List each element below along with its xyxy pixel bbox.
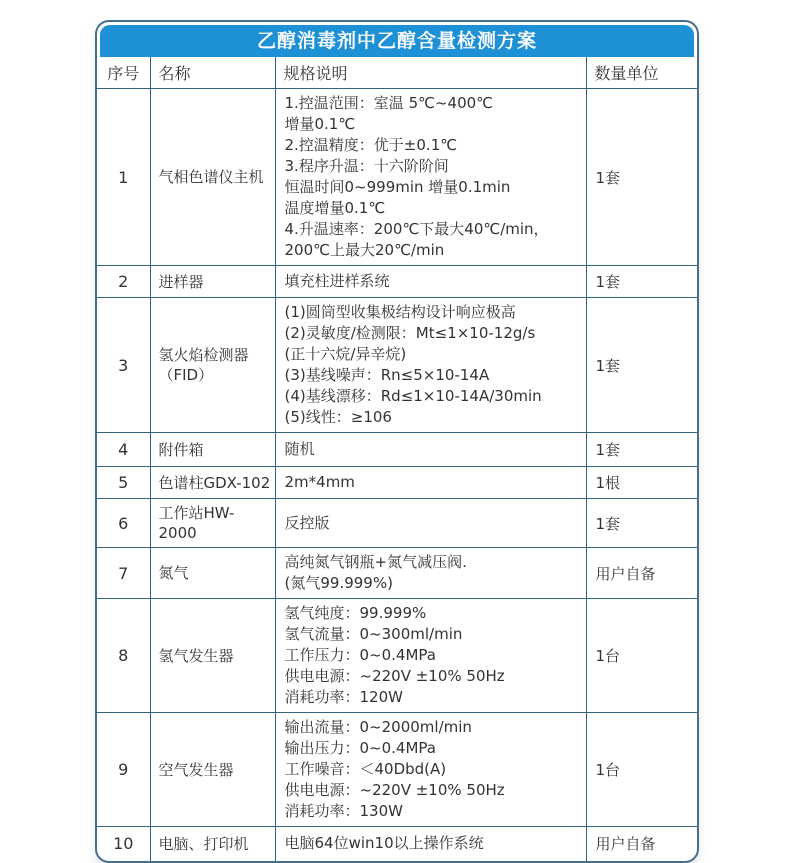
spec-table xyxy=(97,57,697,861)
row-no: 5 xyxy=(97,467,150,499)
table-row xyxy=(97,467,697,499)
item-qty: 用户自备 xyxy=(586,548,697,599)
table-row xyxy=(97,298,697,433)
item-name: 氢气发生器 xyxy=(150,599,275,713)
item-spec: (1)圆筒型收集极结构设计响应极高 (2)灵敏度/检测限：Mt≤1×10-12g/s (正十六烷/异辛烷) (3)基线噪声：Rn≤5×10-14A (4)基线漂移：Rd≤1×10-14A/30min (5)线性：≥106 xyxy=(275,298,586,433)
item-name: 工作站HW-2000 xyxy=(150,499,275,548)
row-no: 1 xyxy=(97,89,150,266)
item-spec: 电脑64位win10以上操作系统 xyxy=(275,827,586,861)
table-row xyxy=(97,89,697,266)
item-qty: 1套 xyxy=(586,89,697,266)
item-qty: 1根 xyxy=(586,467,697,499)
column-header-spec: 规格说明 xyxy=(275,57,586,89)
column-header-qty: 数量单位 xyxy=(586,57,697,89)
table-row xyxy=(97,713,697,827)
table-row xyxy=(97,433,697,467)
item-qty: 1台 xyxy=(586,713,697,827)
page-title: 乙醇消毒剂中乙醇含量检测方案 xyxy=(256,29,537,52)
page xyxy=(0,20,790,860)
item-spec: 输出流量：0~2000ml/min 输出压力：0~0.4MPa 工作噪音：＜40Dbd(A) 供电电源：~220V ±10% 50Hz 消耗功率：130W xyxy=(275,713,586,827)
table-row xyxy=(97,499,697,548)
row-no: 3 xyxy=(97,298,150,433)
table-row xyxy=(97,548,697,599)
item-name: 空气发生器 xyxy=(150,713,275,827)
row-no: 7 xyxy=(97,548,150,599)
table-row xyxy=(97,266,697,298)
row-no: 6 xyxy=(97,499,150,548)
row-no: 10 xyxy=(97,827,150,861)
item-qty: 1套 xyxy=(586,499,697,548)
item-qty: 用户自备 xyxy=(586,827,697,861)
item-name: 氢火焰检测器（FID） xyxy=(150,298,275,433)
item-spec: 随机 xyxy=(275,433,586,467)
item-spec: 反控版 xyxy=(275,499,586,548)
item-name: 色谱柱GDX-102 xyxy=(150,467,275,499)
spec-table-card xyxy=(95,20,699,863)
table-row xyxy=(97,599,697,713)
item-name: 电脑、打印机 xyxy=(150,827,275,861)
item-spec: 1.控温范围：室温 5℃~400℃ 增量0.1℃ 2.控温精度：优于±0.1℃ 3.程序升温：十六阶阶间 恒温时间0~999min 增量0.1min 温度增量0.1℃ 4.升温速率：200℃下最大40℃/min， 200℃上最大20℃/min xyxy=(275,89,586,266)
row-no: 4 xyxy=(97,433,150,467)
column-header-no: 序号 xyxy=(97,57,150,89)
table-header-row xyxy=(97,57,697,89)
item-name: 氮气 xyxy=(150,548,275,599)
item-spec: 2m*4mm xyxy=(275,467,586,499)
item-qty: 1套 xyxy=(586,298,697,433)
item-spec: 高纯氮气钢瓶+氮气减压阀. (氮气99.999%) xyxy=(275,548,586,599)
item-name: 进样器 xyxy=(150,266,275,298)
item-spec: 填充柱进样系统 xyxy=(275,266,586,298)
title-bar xyxy=(100,25,694,57)
row-no: 9 xyxy=(97,713,150,827)
item-name: 附件箱 xyxy=(150,433,275,467)
row-no: 8 xyxy=(97,599,150,713)
row-no: 2 xyxy=(97,266,150,298)
item-qty: 1套 xyxy=(586,433,697,467)
item-qty: 1台 xyxy=(586,599,697,713)
table-row xyxy=(97,827,697,861)
item-name: 气相色谱仪主机 xyxy=(150,89,275,266)
item-qty: 1套 xyxy=(586,266,697,298)
item-spec: 氢气纯度：99.999% 氢气流量：0~300ml/min 工作压力：0~0.4MPa 供电电源：~220V ±10% 50Hz 消耗功率：120W xyxy=(275,599,586,713)
column-header-name: 名称 xyxy=(150,57,275,89)
